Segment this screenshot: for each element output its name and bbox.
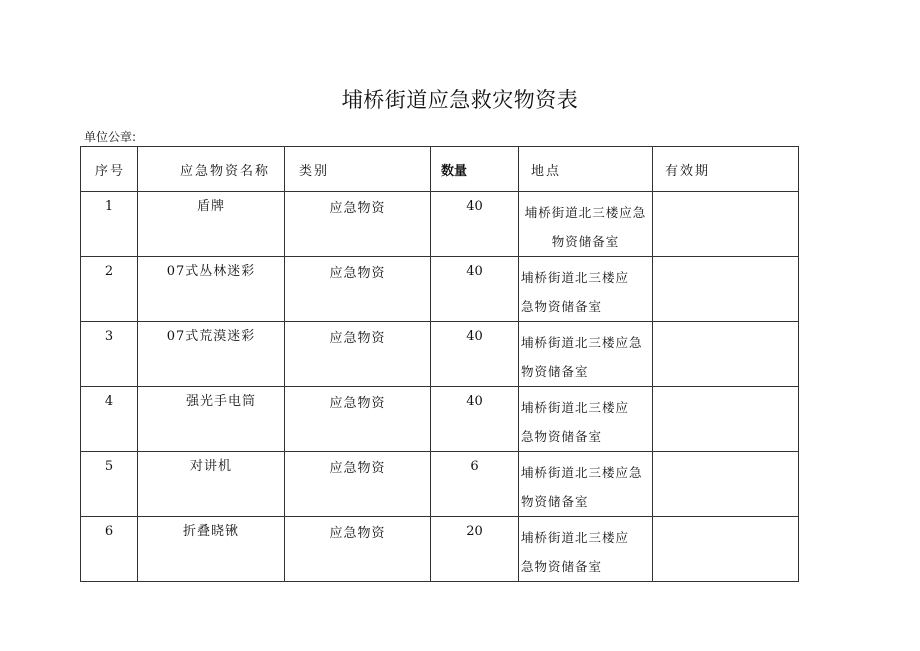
row-category: 应急物资 — [329, 526, 386, 541]
cell-location — [519, 192, 653, 257]
cell-no — [81, 517, 138, 582]
cell-category — [285, 517, 431, 582]
row-quantity: 20 — [466, 524, 483, 539]
row-location: 埔桥街道北三楼应急物资储备室 — [521, 270, 630, 314]
row-no: 4 — [104, 394, 114, 409]
row-quantity: 40 — [466, 264, 483, 279]
cell-no — [81, 452, 138, 517]
cell-location — [519, 452, 653, 517]
cell-quantity — [431, 517, 519, 582]
row-category: 应急物资 — [329, 396, 386, 411]
cell-no — [81, 192, 138, 257]
table-row — [81, 452, 799, 517]
table-header-row — [81, 147, 799, 192]
cell-expiry — [653, 387, 799, 452]
header-no — [81, 147, 138, 192]
row-quantity: 40 — [466, 199, 483, 214]
cell-quantity — [431, 257, 519, 322]
cell-name — [138, 192, 285, 257]
row-location: 埔桥街道北三楼应急物资储备室 — [521, 335, 643, 379]
cell-expiry — [653, 517, 799, 582]
header-location — [519, 147, 653, 192]
cell-name — [138, 452, 285, 517]
cell-quantity — [431, 452, 519, 517]
cell-no — [81, 257, 138, 322]
cell-quantity — [431, 322, 519, 387]
header-expiry-label: 有效期 — [665, 163, 711, 179]
row-category: 应急物资 — [329, 461, 386, 476]
row-name: 盾牌 — [196, 199, 225, 214]
cell-expiry — [653, 192, 799, 257]
row-no: 5 — [104, 459, 114, 474]
row-no: 1 — [104, 199, 114, 214]
cell-category — [285, 192, 431, 257]
header-category-label: 类别 — [299, 163, 330, 179]
table-row — [81, 387, 799, 452]
cell-category — [285, 387, 431, 452]
cell-expiry — [653, 452, 799, 517]
table-row — [81, 192, 799, 257]
header-quantity-label: 数量 — [441, 163, 468, 179]
document-title: 埔桥街道应急救灾物资表 — [341, 88, 579, 112]
unit-seal-label: 单位公章: — [84, 130, 137, 144]
cell-location — [519, 322, 653, 387]
supplies-table — [80, 146, 799, 582]
header-expiry — [653, 147, 799, 192]
cell-no — [81, 322, 138, 387]
header-name-label: 应急物资名称 — [180, 163, 271, 179]
cell-no — [81, 387, 138, 452]
row-name: 强光手电筒 — [185, 394, 256, 409]
cell-name — [138, 257, 285, 322]
row-quantity: 40 — [466, 394, 483, 409]
row-location: 埔桥街道北三楼应急物资储备室 — [524, 205, 647, 249]
cell-quantity — [431, 387, 519, 452]
cell-expiry — [653, 257, 799, 322]
cell-category — [285, 257, 431, 322]
table-row — [81, 322, 799, 387]
cell-name — [138, 517, 285, 582]
row-quantity: 40 — [466, 329, 483, 344]
cell-location — [519, 257, 653, 322]
row-no: 3 — [104, 329, 114, 344]
row-quantity: 6 — [470, 459, 479, 474]
header-location-label: 地点 — [531, 163, 562, 179]
header-category — [285, 147, 431, 192]
row-category: 应急物资 — [329, 266, 386, 281]
row-name: 07式荒漠迷彩 — [166, 329, 256, 344]
cell-location — [519, 387, 653, 452]
row-category: 应急物资 — [329, 331, 386, 346]
row-no: 2 — [104, 264, 114, 279]
row-location: 埔桥街道北三楼应急物资储备室 — [521, 530, 630, 574]
cell-name — [138, 387, 285, 452]
cell-category — [285, 452, 431, 517]
header-no-label: 序号 — [95, 163, 126, 179]
row-category: 应急物资 — [329, 201, 386, 216]
row-name: 折叠晓锹 — [182, 524, 239, 539]
cell-location — [519, 517, 653, 582]
cell-category — [285, 322, 431, 387]
row-location: 埔桥街道北三楼应急物资储备室 — [521, 400, 630, 444]
table-row — [81, 257, 799, 322]
table-row — [81, 517, 799, 582]
cell-name — [138, 322, 285, 387]
row-name: 07式丛林迷彩 — [166, 264, 256, 279]
row-no: 6 — [104, 524, 114, 539]
row-name: 对讲机 — [189, 459, 232, 474]
header-quantity — [431, 147, 519, 192]
cell-expiry — [653, 322, 799, 387]
row-location: 埔桥街道北三楼应急物资储备室 — [521, 465, 643, 509]
cell-quantity — [431, 192, 519, 257]
header-name — [138, 147, 285, 192]
